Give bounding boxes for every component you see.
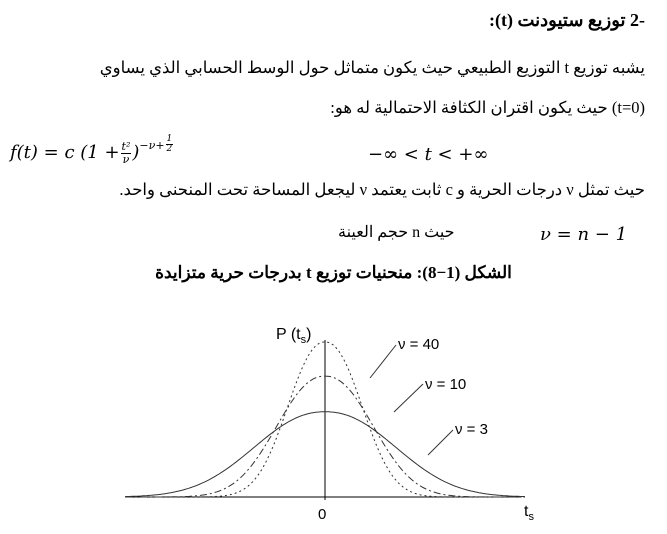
formula-exp-den: 2 — [166, 144, 173, 154]
series-leader-1 — [394, 384, 423, 412]
series-label-1: ν = 10 — [425, 376, 467, 393]
series-leader-2 — [428, 430, 453, 455]
formula-exp-main: −ν+ — [139, 139, 165, 152]
sample-size-note: حيث n حجم العينة — [338, 224, 455, 241]
series-leader-0 — [370, 345, 396, 378]
heading-number: -2 — [630, 10, 645, 30]
origin-label: 0 — [318, 506, 327, 523]
series-label-0: ν = 40 — [398, 336, 440, 353]
series-label-2: ν = 3 — [455, 421, 488, 438]
formula-exp-num: 1 — [166, 134, 173, 144]
paragraph-line-1: يشبه توزيع t التوزيع الطبيعي حيث يكون متماثل حول الوسط الحسابي الذي يساوي — [99, 58, 645, 77]
paragraph-line-3: حيث تمثل ν درجات الحرية و c ثابت يعتمد ν ليجعل المساحة تحت المنحنى واحد. — [119, 180, 645, 199]
y-axis-label: P $(t_s)$ — [276, 326, 312, 346]
heading-text: توزيع ستيودنت (t): — [488, 10, 626, 30]
formula-close: ) — [132, 142, 140, 163]
formula-lhs: f(t) = c (1 + — [10, 142, 120, 163]
formula-frac-den: ν — [122, 152, 130, 166]
formula-frac-num: t² — [121, 139, 131, 153]
formula-range: −∞ < t < +∞ — [368, 144, 489, 165]
figure-caption: الشكل (1−8): منحنيات توزيع t بدرجات حرية متزايدة — [155, 263, 512, 282]
paragraph-line-2: (t=0) حيث يكون اقتران الكثافة الاحتمالية له هو: — [330, 98, 645, 117]
degrees-freedom-formula: ν = n − 1 — [540, 224, 628, 245]
x-axis-label: $t_s$ — [524, 503, 534, 523]
